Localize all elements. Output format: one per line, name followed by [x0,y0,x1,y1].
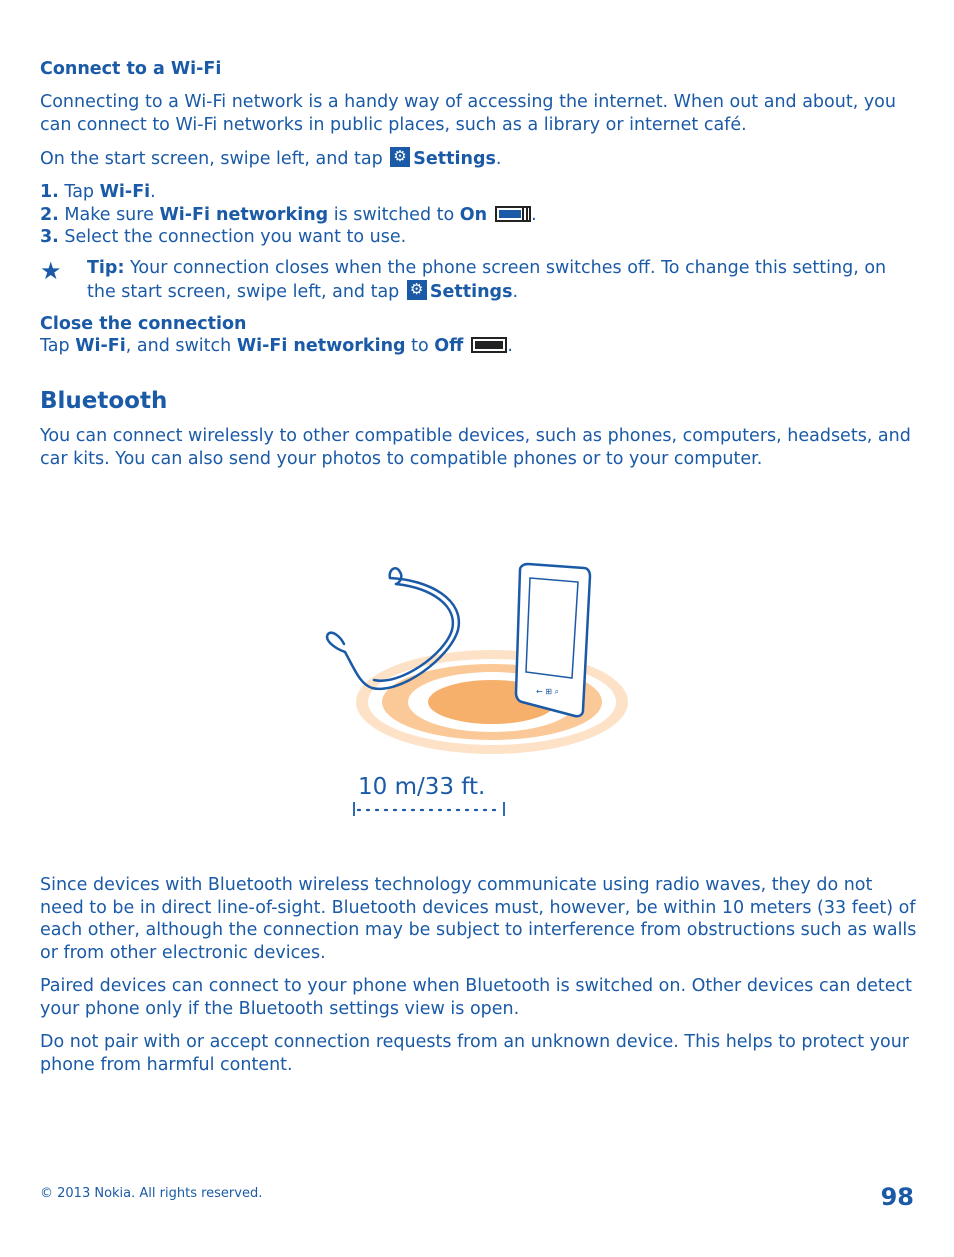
section-heading-bluetooth: Bluetooth [40,388,168,414]
tip: Tip: Your connection closes when the phone screen switches off. To change this setting, on the start screen, swipe left, and tap ⚙ Settings. [87,257,917,303]
step-2: 2. Make sure Wi-Fi networking is switched to On . [40,204,537,225]
distance-label: 10 m/33 ft. [358,774,486,800]
close-connection-heading: Close the connection [40,314,247,334]
page-number: 98 [880,1183,914,1211]
toggle-on-icon [495,206,531,222]
settings-icon [407,280,427,300]
step-1: 1. Tap Wi-Fi. [40,182,156,202]
bluetooth-intro: You can connect wirelessly to other compatible devices, such as phones, computers, headsets, and car kits. You can also send your photos to compatible phones or to your computer. [40,426,911,469]
bluetooth-paragraph-2: Paired devices can connect to your phone when Bluetooth is switched on. Other devices can detect your phone only if the Bluetooth settings view is open. [40,976,912,1019]
tip-star-icon: ★ [40,257,62,285]
section-heading-wifi: Connect to a Wi-Fi [40,59,222,79]
signal-rings [356,650,628,754]
copyright: © 2013 Nokia. All rights reserved. [40,1186,263,1201]
wifi-start-instruction: On the start screen, swipe left, and tap ⚙ Settings. [40,147,920,171]
svg-text:← ⊞ ⌕: ← ⊞ ⌕ [536,687,559,696]
settings-icon [390,147,410,167]
phone-icon [516,564,590,716]
toggle-off-icon [471,337,507,353]
wifi-intro: Connecting to a Wi-Fi network is a handy way of accessing the internet. When out and about, you can connect to Wi-Fi networks in public places, such as a library or internet café. [40,92,896,135]
close-connection-text: Tap Wi-Fi, and switch Wi-Fi networking to Off . [40,336,513,356]
distance-ruler [354,802,504,816]
bluetooth-paragraph-1: Since devices with Bluetooth wireless technology communicate using radio waves, they do not need to be in direct line-of-sight. Bluetooth devices must, however, be within 10 meters (33 feet) of each other, although the connection may be subject to interference from obstructions such as walls or from other electronic devices. [40,875,917,963]
bluetooth-paragraph-3: Do not pair with or accept connection requests from an unknown device. This helps to protect your phone from harmful content. [40,1032,909,1075]
wifi-steps [40,181,920,249]
step-3: 3. Select the connection you want to use. [40,227,407,247]
